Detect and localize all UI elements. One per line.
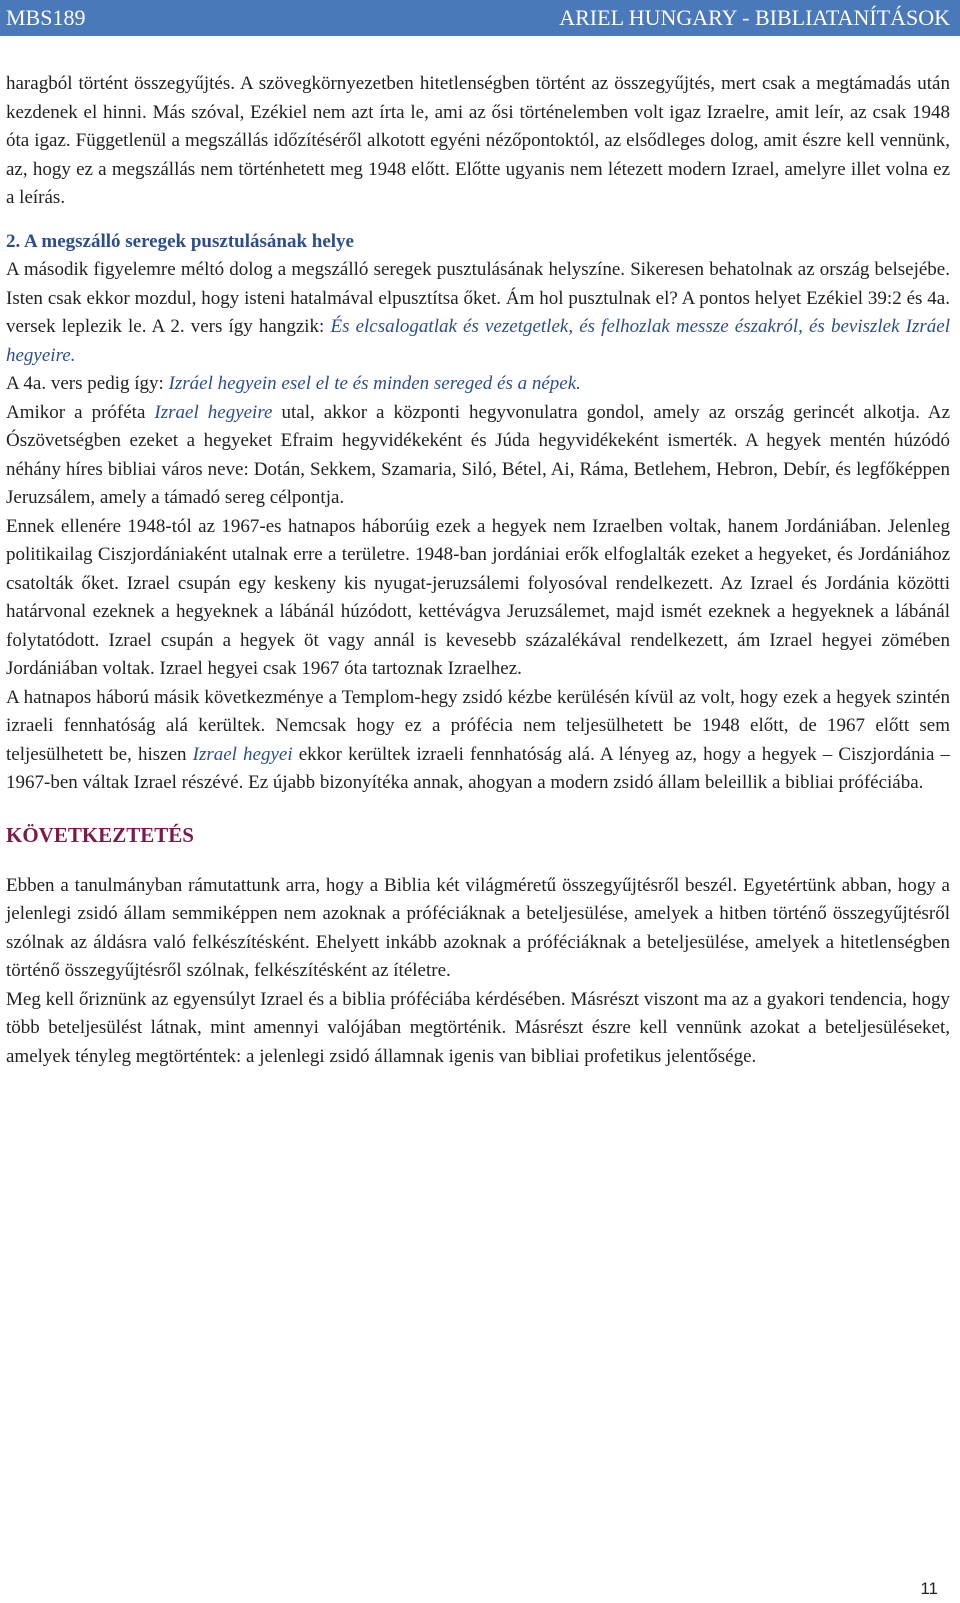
paragraph-text: Amikor a próféta	[6, 401, 155, 423]
paragraph-conclusion-1: Ebben a tanulmányban rámutattunk arra, hogy a Biblia két világméretű összegyűjtésről beszél. Egyetértünk abban, hogy a jelenlegi zsidó állam semmiképpen nem azoknak a próféciáknak a beteljesülése, amelyek a hitben történő összegyűjtésről szólnak az áldásra való felkészítésként. Ehelyett inkább azoknak a próféciáknak a beteljesülése, amelyek a hitetlenségben történő összegyűjtésről szólnak, felkészítésként az ítéletre.	[6, 874, 950, 981]
paragraph-text: utal, akkor a központi hegyvonulatra gondol, amely az ország gerincét alkotja. Az Ószövetségben ezeket a hegyeket Efraim hegyvidékeként és Júda hegyvidékeként ismerték. A hegyek mentén húzódó néhány híres bibliai város neve: Dotán, Sekkem, Szamaria, Siló, Bétel, Ai, Ráma, Betlehem, Hebron, Debír, és legfőképpen Jeruzsálem, amely a támadó sereg célpontja.	[6, 401, 950, 508]
paragraph-location	[6, 256, 950, 370]
scripture-quote-39-4a: Izráel hegyein esel el te és minden sereged és a népek.	[168, 373, 581, 394]
scripture-quote-39-2: És elcsalogatlak és vezetgetlek, és felhozlak messze északról, és beviszlek Izráel hegyeire.	[6, 316, 950, 366]
page-header	[0, 0, 960, 36]
paragraph-mountains	[6, 399, 950, 513]
section-heading-2: 2. A megszálló seregek pusztulásának helye	[6, 230, 354, 252]
paragraph-text: A hatnapos háború másik következménye a Templom-hegy zsidó kézbe kerülésén kívül az volt, hogy ezek a hegyek szintén izraeli fennhatóság alá kerültek. Nemcsak hogy ez a prófécia nem teljesülhetett be 1948 előtt, de 1967 előtt sem teljesülhetett be, hiszen	[6, 686, 950, 765]
scripture-phrase: Izrael hegyei	[192, 743, 293, 765]
scripture-phrase: Izrael hegyeire	[154, 401, 273, 423]
conclusion-heading: KÖVETKEZTETÉS	[6, 822, 194, 847]
page-number: 11	[920, 1579, 938, 1598]
paragraph-intro: haragból történt összegyűjtés. A szövegkörnyezetben hitetlenségben történt az összegyűjtés, mert csak a megtámadás után kezdenek el hinni. Más szóval, Ezékiel nem azt írta le, ami az ősi történelemben volt igaz Izraelre, amit leír, az csak 1948 óta igaz. Függetlenül a megszállás időzítéséről alkotott egyéni nézőpontoktól, az elsődleges dolog, amit észre kell vennünk, az, hogy ez a megszállás nem történhetett meg 1948 előtt. Előtte ugyanis nem létezett modern Izrael, amelyre illet volna ez a leírás.	[6, 73, 950, 208]
paragraph-conclusion-2: Meg kell őriznünk az egyensúlyt Izrael és a biblia próféciába kérdésében. Másrészt viszont ma az a gyakori tendencia, hogy több beteljesülést látnak, mint amennyi valójában megtörténik. Másrészt észre kell vennünk azokat a beteljesüléseket, amelyek tényleg megtörténtek: a jelenlegi zsidó államnak igenis van bibliai profetikus jelentősége.	[6, 988, 950, 1067]
header-doc-title: ARIEL HUNGARY - BIBLIATANÍTÁSOK	[559, 5, 950, 30]
paragraph-text: A második figyelemre méltó dolog a megszálló seregek pusztulásának helyszíne. Sikeresen behatolnak az ország belsejébe. Isten csak ekkor mozdul, hogy isteni hatalmával elpusztítsa őket. Ám hol pusztulnak el? A pontos helyet Ezékiel 39:2 és 4a. versek leplezik le. A 2. vers így hangzik:	[6, 259, 950, 337]
paragraph-text: A 4a. vers pedig így:	[6, 373, 169, 394]
paragraph-six-day-war	[6, 684, 950, 798]
document-body	[6, 70, 950, 1071]
paragraph-verse-4a	[6, 370, 950, 399]
header-doc-code: MBS189	[6, 5, 86, 30]
paragraph-history: Ennek ellenére 1948-tól az 1967-es hatnapos háborúig ezek a hegyek nem Izraelben voltak, hanem Jordániában. Jelenleg politikailag Ciszjordániaként utalnak erre a területre. 1948-ban jordániai erők elfoglalták ezeket a hegyeket, és Jordániához csatolták őket. Izrael csupán egy keskeny kis nyugat-jeruzsálemi folyosóval rendelkezett. Az Izrael és Jordánia közötti határvonal ezeknek a hegyeknek a lábánál húzódott, kettévágva Jeruzsálemet, majd ismét ezeknek a hegyeknek a lábánál folytatódott. Izrael csupán a hegyek öt vagy annál is kevesebb százalékával rendelkezett, ám Izrael hegyei zömében Jordániában voltak. Izrael hegyei csak 1967 óta tartoznak Izraelhez.	[6, 515, 950, 679]
paragraph-text: ekkor kerültek izraeli fennhatóság alá. A lényeg az, hogy a hegyek – Ciszjordánia – 1967-ben váltak Izrael részévé. Ez újabb bizonyítéka annak, ahogyan a modern zsidó állam beleillik a bibliai próféciába.	[6, 743, 950, 793]
